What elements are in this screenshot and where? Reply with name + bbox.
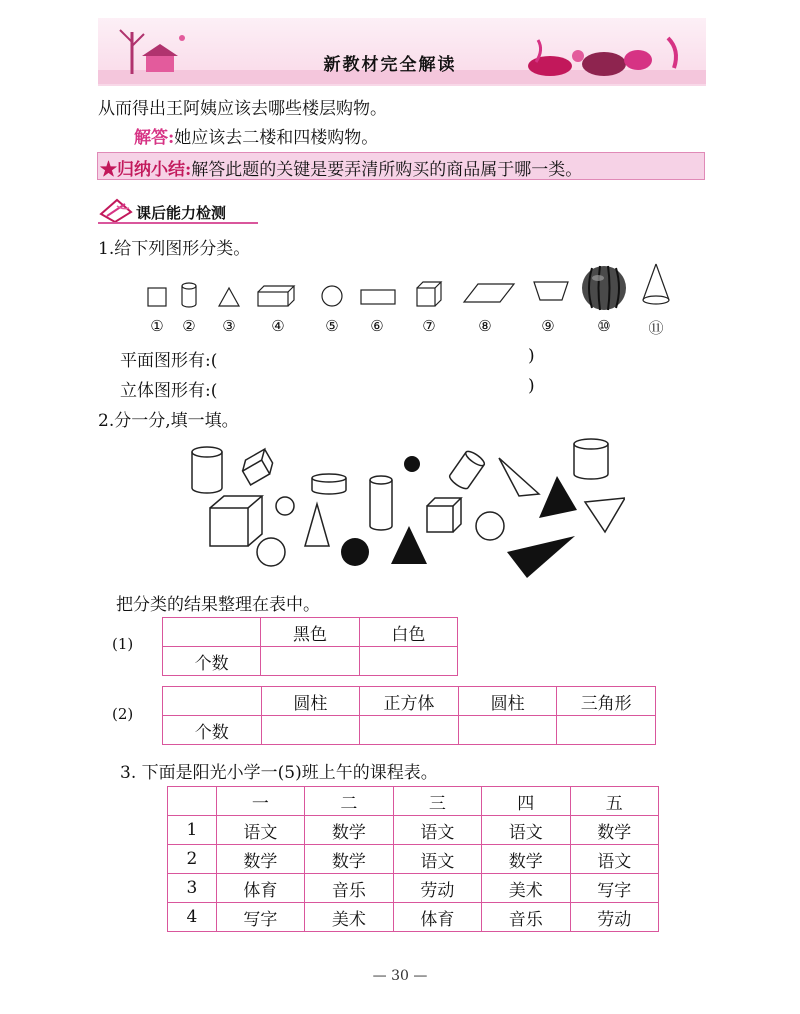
summary-text: 解答此题的关键是要弄清所购买的商品属于哪一类。 — [191, 160, 583, 180]
q2-prompt: 2.分一分,填一填。 — [98, 411, 239, 431]
q3-prompt: 3. 下面是阳光小学一(5)班上午的课程表。 — [120, 763, 438, 783]
shape-circle-black — [404, 456, 420, 472]
q2-shapes — [185, 432, 625, 582]
section-title: 课后能力检测 — [136, 204, 227, 222]
table2-input-cell[interactable] — [360, 716, 459, 745]
section-underline — [98, 222, 258, 224]
schedule-cell: 3 — [168, 874, 217, 903]
schedule-cell: 1 — [168, 816, 217, 845]
schedule-header-cell: 三 — [393, 787, 481, 816]
schedule-cell: 数学 — [305, 845, 393, 874]
shape-number: ⑤ — [325, 317, 339, 335]
shape-number: ① — [150, 317, 164, 335]
shape-parallelogram — [464, 284, 514, 302]
shape-cube — [210, 496, 262, 546]
schedule-cell: 4 — [168, 903, 217, 932]
q2-instruction: 把分类的结果整理在表中。 — [116, 595, 320, 615]
shape-cylinder — [370, 476, 392, 530]
shape-cube — [427, 498, 461, 532]
schedule-cell: 美术 — [482, 874, 570, 903]
table1-input-cell[interactable] — [261, 647, 359, 676]
answer-label: 解答: — [134, 128, 175, 148]
table1-row-label: 个数 — [163, 647, 261, 676]
shape-square — [148, 288, 166, 306]
schedule-cell: 数学 — [482, 845, 570, 874]
intro-text: 从而得出王阿姨应该去哪些楼层购物。 — [98, 99, 387, 119]
schedule-cell: 语文 — [393, 845, 481, 874]
solid-shapes-label: 立体图形有:( — [120, 381, 218, 401]
summary-label: ★归纳小结: — [100, 160, 192, 180]
table2-input-cell[interactable] — [458, 716, 557, 745]
shape-triangle-black — [539, 476, 577, 518]
table2-input-cell[interactable] — [261, 716, 360, 745]
schedule-cell: 写字 — [216, 903, 304, 932]
shape-trapezoid — [534, 282, 568, 300]
shape-triangle-white — [585, 498, 625, 532]
answer-line — [134, 123, 378, 148]
plane-shapes-label: 平面图形有:( — [120, 351, 218, 371]
schedule-header-cell: 一 — [216, 787, 304, 816]
schedule-header-cell: 四 — [482, 787, 570, 816]
shape-cylinder — [448, 449, 487, 491]
shape-circle — [476, 512, 504, 540]
summary-line — [100, 155, 582, 180]
shape-number: ⑧ — [478, 317, 492, 335]
schedule-header-cell: 二 — [305, 787, 393, 816]
table2-input-cell[interactable] — [557, 716, 656, 745]
shape-triangle-white — [499, 458, 539, 496]
schedule-cell: 数学 — [216, 845, 304, 874]
shape-circle — [322, 286, 342, 306]
shape-number: ⑩ — [597, 317, 611, 335]
schedule-cell: 语文 — [393, 816, 481, 845]
schedule-cell: 数学 — [305, 816, 393, 845]
schedule-cell: 2 — [168, 845, 217, 874]
class-schedule-table — [167, 786, 659, 932]
shape-number: ③ — [222, 317, 236, 335]
table2-index: (2) — [112, 705, 134, 723]
shape-number: ⑦ — [422, 317, 436, 335]
table2-header-cell: 圆柱 — [261, 687, 360, 716]
plane-close-paren: ) — [528, 346, 535, 366]
schedule-cell: 劳动 — [393, 874, 481, 903]
schedule-cell: 语文 — [482, 816, 570, 845]
shape-cone — [643, 264, 669, 304]
table1-input-cell[interactable] — [359, 647, 457, 676]
shape-cube — [417, 282, 441, 306]
shape-watermelon-sphere — [582, 266, 626, 310]
schedule-cell: 写字 — [570, 874, 658, 903]
shape-circle — [276, 497, 294, 515]
shape-circle — [257, 538, 285, 566]
shape-circle-black — [341, 538, 369, 566]
shape-number: ⑪ — [648, 319, 664, 337]
shape-cylinder-small — [182, 283, 196, 307]
shape-triangle — [219, 288, 239, 306]
table2-header-cell: 圆柱 — [458, 687, 557, 716]
shape-cylinder — [312, 474, 346, 494]
shape-rectangle — [361, 290, 395, 304]
table1-header-cell: 白色 — [359, 618, 457, 647]
schedule-header-cell — [168, 787, 217, 816]
shape-number: ② — [182, 317, 196, 335]
schedule-cell: 体育 — [216, 874, 304, 903]
solid-close-paren: ) — [528, 376, 535, 396]
table2-header-cell: 正方体 — [360, 687, 459, 716]
schedule-cell: 语文 — [570, 845, 658, 874]
q1-prompt: 1.给下列图形分类。 — [98, 239, 251, 259]
schedule-cell: 美术 — [305, 903, 393, 932]
shape-number: ⑨ — [541, 317, 555, 335]
schedule-cell: 体育 — [393, 903, 481, 932]
table2-header-cell: 三角形 — [557, 687, 656, 716]
shape-number: ④ — [271, 317, 285, 335]
shape-cylinder — [192, 447, 222, 493]
schedule-cell: 语文 — [216, 816, 304, 845]
shape-triangle-black — [507, 536, 575, 578]
schedule-header-cell: 五 — [570, 787, 658, 816]
shape-triangle-white — [305, 504, 329, 546]
page-number: — 30 — — [372, 968, 428, 984]
table1-index: (1) — [112, 635, 134, 653]
shape-cube — [239, 449, 277, 485]
schedule-cell: 数学 — [570, 816, 658, 845]
color-table — [162, 617, 458, 676]
answer-text: 她应该去二楼和四楼购物。 — [174, 128, 379, 148]
shape-count-table — [162, 686, 656, 745]
page-header-title: 新教材完全解读 — [323, 55, 457, 75]
table1-header-cell: 黑色 — [261, 618, 359, 647]
shape-number: ⑥ — [370, 317, 384, 335]
shape-cylinder — [574, 439, 608, 479]
schedule-cell: 音乐 — [482, 903, 570, 932]
table1-header-cell — [163, 618, 261, 647]
schedule-cell: 音乐 — [305, 874, 393, 903]
schedule-cell: 劳动 — [570, 903, 658, 932]
table2-header-cell — [163, 687, 262, 716]
shape-triangle-black — [391, 526, 427, 564]
shape-cuboid — [258, 286, 294, 306]
table2-row-label: 个数 — [163, 716, 262, 745]
pencil-icon — [97, 196, 137, 224]
